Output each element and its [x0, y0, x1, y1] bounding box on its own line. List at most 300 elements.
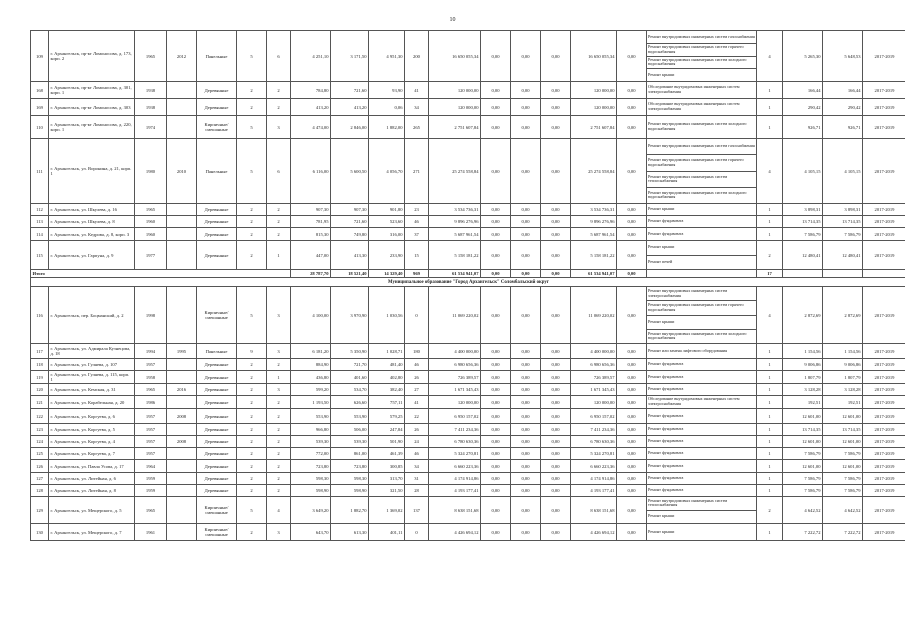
cell-z2: 0,00 [511, 371, 541, 384]
cell-addr: г. Архангельск, ул. Адмирала Кузнецова, д. 18 [49, 344, 135, 359]
cell-total: 9 896 276,96 [429, 216, 481, 228]
cell-y1: 1957 [135, 424, 167, 436]
works-list [647, 82, 756, 98]
cell-addr: г. Архангельск, ул. Кемская, д. 31 [49, 384, 135, 396]
cell-p: 26 [405, 371, 429, 384]
cell-s2: 626,60 [331, 396, 369, 409]
cell-y1: 1960 [135, 216, 167, 228]
total-z3: 0,00 [541, 270, 571, 278]
total-label: Итого [31, 270, 291, 278]
cell-s2: 413,20 [331, 99, 369, 116]
cell-z1: 0,00 [481, 82, 511, 99]
works-cell [647, 409, 757, 424]
cell-z3: 0,00 [541, 216, 571, 228]
cell-z1: 0,00 [481, 139, 511, 204]
cell-z1: 0,00 [481, 524, 511, 541]
work-item: Ремонт фундамента [648, 487, 684, 493]
cell-z2: 0,00 [511, 216, 541, 228]
cell-z1: 0,00 [481, 384, 511, 396]
cell-s1: 598,90 [291, 485, 331, 497]
cell-z3: 0,00 [541, 82, 571, 99]
cell-n: 111 [31, 139, 49, 204]
cell-c2: 7 586,79 [823, 448, 863, 460]
cell-en: 2 [267, 436, 291, 448]
cell-u: 1 [757, 473, 783, 485]
cell-fl: 5 [237, 31, 267, 82]
cell-addr: г. Архангельск, ул. Кедрова, д. 8, корп. 3 [49, 228, 135, 241]
cell-mat: Панельные [197, 344, 237, 359]
cell-z2: 0,00 [511, 497, 541, 524]
cell-total: 5 687 961,54 [429, 228, 481, 241]
cell-z2: 0,00 [511, 241, 541, 270]
works-cell [647, 448, 757, 460]
cell-s3: 382,40 [369, 384, 405, 396]
cell-en: 2 [267, 409, 291, 424]
cell-s2: 5 350,90 [331, 344, 369, 359]
cell-total: 25 274 558,84 [429, 139, 481, 204]
table-row [31, 384, 905, 396]
cell-fund: 11 069 220,02 [571, 287, 617, 344]
cell-z2: 0,00 [511, 228, 541, 241]
cell-z2: 0,00 [511, 485, 541, 497]
cell-z3: 0,00 [541, 497, 571, 524]
cell-z2: 0,00 [511, 204, 541, 216]
cell-z4: 0,00 [617, 82, 647, 99]
cell-mat: Деревянные [197, 396, 237, 409]
work-item: Ремонт крыши [648, 206, 675, 212]
cell-addr: г. Архангельск, ул. Воронина, д. 21, корп. 1 [49, 139, 135, 204]
cell-c1: 13 714,35 [783, 424, 823, 436]
cell-s3: 401,11 [369, 524, 405, 541]
work-item: Ремонт внутридомовых инженерных систем теплоснабжения [647, 172, 756, 188]
cell-fund: 16 650 055,34 [571, 31, 617, 82]
cell-s3: 93,90 [369, 82, 405, 99]
total-works [647, 270, 757, 278]
cell-c2: 12 480,41 [823, 241, 863, 270]
table-row [31, 359, 905, 371]
table-row [31, 424, 905, 436]
cell-z2: 0,00 [511, 116, 541, 139]
cell-y2 [167, 448, 197, 460]
cell-s1: 723,80 [291, 460, 331, 473]
cell-mat: Деревянные [197, 82, 237, 99]
cell-n: 118 [31, 359, 49, 371]
table-body-c [31, 287, 905, 541]
cell-total: 5 324 270,81 [429, 448, 481, 460]
cell-n: 121 [31, 396, 49, 409]
cell-mat: Кирпичные/ смешанные [197, 116, 237, 139]
cell-u: 2 [757, 241, 783, 270]
cell-total: 11 069 220,02 [429, 287, 481, 344]
cell-y1: 1965 [135, 204, 167, 216]
cell-p: 26 [405, 424, 429, 436]
cell-en: 2 [267, 396, 291, 409]
cell-y2 [167, 485, 197, 497]
cell-term: 2017-2019 [863, 139, 905, 204]
cell-c2: 12 601,00 [823, 409, 863, 424]
cell-z4: 0,00 [617, 116, 647, 139]
cell-c1: 7 586,79 [783, 485, 823, 497]
cell-fund: 6 950 157,02 [571, 409, 617, 424]
cell-term: 2017-2019 [863, 396, 905, 409]
cell-z3: 0,00 [541, 371, 571, 384]
cell-fund: 9 896 276,96 [571, 216, 617, 228]
cell-c2: 3 128,28 [823, 384, 863, 396]
cell-y2 [167, 371, 197, 384]
cell-y1: 1994 [135, 344, 167, 359]
cell-z4: 0,00 [617, 424, 647, 436]
cell-z1: 0,00 [481, 424, 511, 436]
cell-u: 4 [757, 287, 783, 344]
cell-c1: 4 105,15 [783, 139, 823, 204]
cell-addr: г. Архангельск, ул. Павла Усова, д. 17 [49, 460, 135, 473]
cell-fund: 5 687 961,54 [571, 228, 617, 241]
cell-s2: 749,80 [331, 228, 369, 241]
cell-z3: 0,00 [541, 287, 571, 344]
works-cell [647, 359, 757, 371]
total-z1: 0,00 [481, 270, 511, 278]
cell-addr: г. Архангельск, пр-кт Ломоносова, д. 173, корп. 2 [49, 31, 135, 82]
cell-y1: 1959 [135, 473, 167, 485]
cell-fund: 3 534 736,31 [571, 204, 617, 216]
table-row [31, 241, 905, 270]
cell-y1: 1964 [135, 460, 167, 473]
cell-y2: 2012 [167, 31, 197, 82]
works-list [647, 485, 756, 496]
cell-term: 2017-2019 [863, 116, 905, 139]
works-list [647, 497, 756, 523]
cell-en: 2 [267, 204, 291, 216]
cell-en: 3 [267, 384, 291, 396]
cell-p: 265 [405, 116, 429, 139]
cell-c1: 13 714,35 [783, 216, 823, 228]
cell-en: 2 [267, 448, 291, 460]
cell-z1: 0,00 [481, 116, 511, 139]
cell-term: 2017-2019 [863, 371, 905, 384]
cell-u: 1 [757, 216, 783, 228]
works-cell [647, 460, 757, 473]
cell-addr: г. Архангельск, ул. Гуляева, д. 107 [49, 359, 135, 371]
works-list [647, 359, 756, 370]
cell-total: 2 751 607,84 [429, 116, 481, 139]
cell-term: 2017-2019 [863, 82, 905, 99]
cell-p: 41 [405, 82, 429, 99]
cell-p: 46 [405, 216, 429, 228]
cell-fund: 120 000,00 [571, 82, 617, 99]
cell-term: 2017-2019 [863, 485, 905, 497]
work-item: Ремонт внутридомовых инженерных систем горячего водоснабжения [647, 301, 756, 315]
work-item: Ремонт внутридомовых инженерных систем холодного водоснабжения [648, 121, 747, 131]
cell-y2 [167, 497, 197, 524]
cell-fl: 2 [237, 371, 267, 384]
work-item: Ремонт внутридомовых инженерных систем горячего водоснабжения [647, 155, 756, 171]
cell-s1: 598,30 [291, 473, 331, 485]
cell-z3: 0,00 [541, 139, 571, 204]
cell-s1: 6 181,20 [291, 344, 331, 359]
cell-total: 16 650 055,34 [429, 31, 481, 82]
cell-z4: 0,00 [617, 473, 647, 485]
table-body-a [31, 31, 905, 204]
cell-z2: 0,00 [511, 460, 541, 473]
cell-u: 1 [757, 424, 783, 436]
cell-term: 2017-2019 [863, 31, 905, 82]
cell-s2: 506,00 [331, 424, 369, 436]
cell-z4: 0,00 [617, 524, 647, 541]
work-item: Ремонт фундамента [648, 412, 684, 418]
works-cell [647, 116, 757, 139]
cell-c1: 1 807,79 [783, 371, 823, 384]
cell-s3: 501,90 [369, 436, 405, 448]
table-row [31, 139, 905, 204]
cell-n: 117 [31, 344, 49, 359]
cell-mat: Деревянные [197, 436, 237, 448]
cell-s3: 247,84 [369, 424, 405, 436]
cell-p: 37 [405, 228, 429, 241]
cell-n: 112 [31, 204, 49, 216]
work-item: Ремонт внутридомовых инженерных систем холодного водоснабжения [648, 330, 747, 341]
cell-total: 5 158 181,22 [429, 241, 481, 270]
work-item: Ремонт крыши [647, 241, 756, 256]
table-row [31, 287, 905, 344]
total-c2 [823, 270, 863, 278]
works-cell [647, 241, 757, 270]
cell-en: 3 [267, 344, 291, 359]
cell-n: 128 [31, 485, 49, 497]
works-list [647, 31, 756, 81]
cell-total: 6 980 656,36 [429, 359, 481, 371]
works-list [647, 460, 756, 472]
works-cell [647, 139, 757, 204]
cell-p: 27 [405, 384, 429, 396]
cell-fl: 2 [237, 409, 267, 424]
cell-p: 46 [405, 448, 429, 460]
work-item: Ремонт крыши [648, 71, 675, 77]
cell-addr: г. Архангельск, ул. Мещерского, д. 5 [49, 497, 135, 524]
cell-z1: 0,00 [481, 485, 511, 497]
cell-p: 22 [405, 409, 429, 424]
cell-mat: Кирпичные/ смешанные [197, 524, 237, 541]
table-body-b [31, 204, 905, 270]
cell-z1: 0,00 [481, 396, 511, 409]
cell-n: 127 [31, 473, 49, 485]
work-item: Ремонт внутридомовых инженерных систем газоснабжения [647, 31, 756, 44]
cell-y2: 2016 [167, 384, 197, 396]
cell-addr: г. Архангельск, пр-кт Ломоносова, д. 301, корп. 1 [49, 82, 135, 99]
cell-z2: 0,00 [511, 287, 541, 344]
cell-y2 [167, 99, 197, 116]
works-list [647, 396, 756, 408]
cell-y1: 1957 [135, 409, 167, 424]
work-item: Ремонт или замена лифтового оборудования [648, 347, 728, 353]
work-item: Ремонт фундамента [648, 386, 684, 392]
cell-z4: 0,00 [617, 228, 647, 241]
table-row [31, 31, 905, 82]
cell-z3: 0,00 [541, 204, 571, 216]
cell-mat: Деревянные [197, 204, 237, 216]
cell-n: 115 [31, 241, 49, 270]
cell-fund: 6 780 630,36 [571, 436, 617, 448]
cell-mat: Деревянные [197, 460, 237, 473]
cell-y2: 1995 [167, 344, 197, 359]
cell-addr: г. Архангельск, пр-кт Ломоносова, д. 303 [49, 99, 135, 116]
cell-u: 2 [757, 497, 783, 524]
cell-z1: 0,00 [481, 344, 511, 359]
cell-s3: 313,70 [369, 473, 405, 485]
cell-term: 2017-2019 [863, 424, 905, 436]
cell-y2 [167, 204, 197, 216]
work-item: Ремонт внутридомовых инженерных систем теплоснабжения [647, 497, 756, 511]
cell-s1: 6 116,00 [291, 139, 331, 204]
table-row [31, 371, 905, 384]
cell-addr: г. Архангельск, ул. Гуляева, д. 115, корп. 1 [49, 371, 135, 384]
cell-fund: 6 980 656,36 [571, 359, 617, 371]
table-row [31, 409, 905, 424]
cell-addr: г. Архангельск, пер. Боцманский, д. 2 [49, 287, 135, 344]
cell-c2: 7 586,79 [823, 473, 863, 485]
cell-s2: 721,70 [331, 359, 369, 371]
works-list [647, 436, 756, 447]
cell-c1: 1 154,56 [783, 344, 823, 359]
cell-z4: 0,00 [617, 287, 647, 344]
cell-u: 1 [757, 99, 783, 116]
cell-y2 [167, 287, 197, 344]
works-cell [647, 204, 757, 216]
cell-p: 34 [405, 99, 429, 116]
cell-n: 169 [31, 99, 49, 116]
cell-addr: г. Архангельск, ул. Коргуева, д. 4 [49, 436, 135, 448]
cell-y2: 2008 [167, 436, 197, 448]
cell-s1: 966,80 [291, 424, 331, 436]
cell-z1: 0,00 [481, 359, 511, 371]
works-cell [647, 497, 757, 524]
cell-z4: 0,00 [617, 396, 647, 409]
work-item: Обследование внутридомовых инженерных систем электроснабжения [648, 101, 740, 111]
cell-total: 4 400 000,00 [429, 344, 481, 359]
cell-z3: 0,00 [541, 359, 571, 371]
cell-fund: 6 660 223,36 [571, 460, 617, 473]
cell-total: 120 000,00 [429, 82, 481, 99]
cell-en: 3 [267, 116, 291, 139]
cell-u: 1 [757, 485, 783, 497]
cell-en: 3 [267, 524, 291, 541]
cell-z1: 0,00 [481, 99, 511, 116]
cell-c1: 3 128,28 [783, 384, 823, 396]
work-item: Ремонт фундамента [648, 475, 684, 481]
cell-s3: 402,80 [369, 371, 405, 384]
cell-s1: 781,95 [291, 216, 331, 228]
cell-fl: 2 [237, 424, 267, 436]
cell-z4: 0,00 [617, 99, 647, 116]
work-item: Ремонт фундамента [648, 450, 684, 456]
total-section [31, 270, 905, 287]
cell-en: 3 [267, 287, 291, 344]
cell-y1: 1977 [135, 241, 167, 270]
cell-z1: 0,00 [481, 409, 511, 424]
cell-mat: Кирпичные/ смешанные [197, 287, 237, 344]
cell-mat: Деревянные [197, 216, 237, 228]
cell-fl: 2 [237, 99, 267, 116]
table-row [31, 82, 905, 99]
cell-y1: 1960 [135, 228, 167, 241]
cell-fl: 5 [237, 287, 267, 344]
total-z4: 0,00 [617, 270, 647, 278]
works-cell [647, 228, 757, 241]
cell-p: 271 [405, 139, 429, 204]
cell-n: 119 [31, 371, 49, 384]
work-item: Обследование внутридомовых инженерных систем электроснабжения [648, 84, 740, 94]
work-item: Ремонт фундамента [648, 230, 684, 236]
table-row [31, 396, 905, 409]
cell-mat: Панельные [197, 139, 237, 204]
cell-z1: 0,00 [481, 460, 511, 473]
work-item: Ремонт внутридомовых инженерных систем электроснабжения [647, 287, 756, 301]
work-item: Ремонт фундамента [648, 426, 684, 432]
cell-en: 2 [267, 473, 291, 485]
total-c1 [783, 270, 823, 278]
cell-fl: 2 [237, 384, 267, 396]
cell-z3: 0,00 [541, 99, 571, 116]
cell-c2: 12 601,00 [823, 436, 863, 448]
cell-c2: 5 648,53 [823, 31, 863, 82]
capital-repair-table [30, 30, 905, 541]
cell-c1: 7 222,72 [783, 524, 823, 541]
works-cell [647, 473, 757, 485]
cell-fund: 5 158 181,22 [571, 241, 617, 270]
cell-c2: 4 105,15 [823, 139, 863, 204]
cell-total: 4 174 914,86 [429, 473, 481, 485]
cell-z3: 0,00 [541, 409, 571, 424]
cell-y2 [167, 82, 197, 99]
cell-addr: г. Архангельск, ул. Гарпуна, д. 9 [49, 241, 135, 270]
cell-addr: г. Архангельск, ул. Шкулева, д. 8 [49, 216, 135, 228]
cell-c2: 2 872,69 [823, 287, 863, 344]
cell-s1: 599,20 [291, 384, 331, 396]
cell-n: 124 [31, 436, 49, 448]
cell-u: 4 [757, 31, 783, 82]
total-term [863, 270, 905, 278]
cell-c1: 2 872,69 [783, 287, 823, 344]
cell-u: 1 [757, 460, 783, 473]
cell-u: 1 [757, 371, 783, 384]
table-row [31, 436, 905, 448]
cell-s3: 321,50 [369, 485, 405, 497]
cell-z4: 0,00 [617, 139, 647, 204]
cell-en: 2 [267, 228, 291, 241]
cell-z3: 0,00 [541, 524, 571, 541]
works-list [647, 216, 756, 227]
cell-term: 2017-2019 [863, 384, 905, 396]
cell-fl: 2 [237, 228, 267, 241]
works-list [647, 384, 756, 395]
table-row [31, 99, 905, 116]
cell-z2: 0,00 [511, 396, 541, 409]
cell-y1: 1961 [135, 524, 167, 541]
cell-n: 114 [31, 228, 49, 241]
cell-fl: 9 [237, 344, 267, 359]
cell-z3: 0,00 [541, 396, 571, 409]
cell-y1: 1998 [135, 287, 167, 344]
cell-u: 1 [757, 524, 783, 541]
cell-s3: 1 028,71 [369, 344, 405, 359]
cell-y1: 1965 [135, 31, 167, 82]
cell-y2 [167, 396, 197, 409]
cell-p: 23 [405, 204, 429, 216]
cell-z2: 0,00 [511, 436, 541, 448]
cell-fl: 2 [237, 448, 267, 460]
cell-s2: 598,90 [331, 485, 369, 497]
cell-fund: 5 324 270,81 [571, 448, 617, 460]
total-fund: 61 534 941,07 [571, 270, 617, 278]
